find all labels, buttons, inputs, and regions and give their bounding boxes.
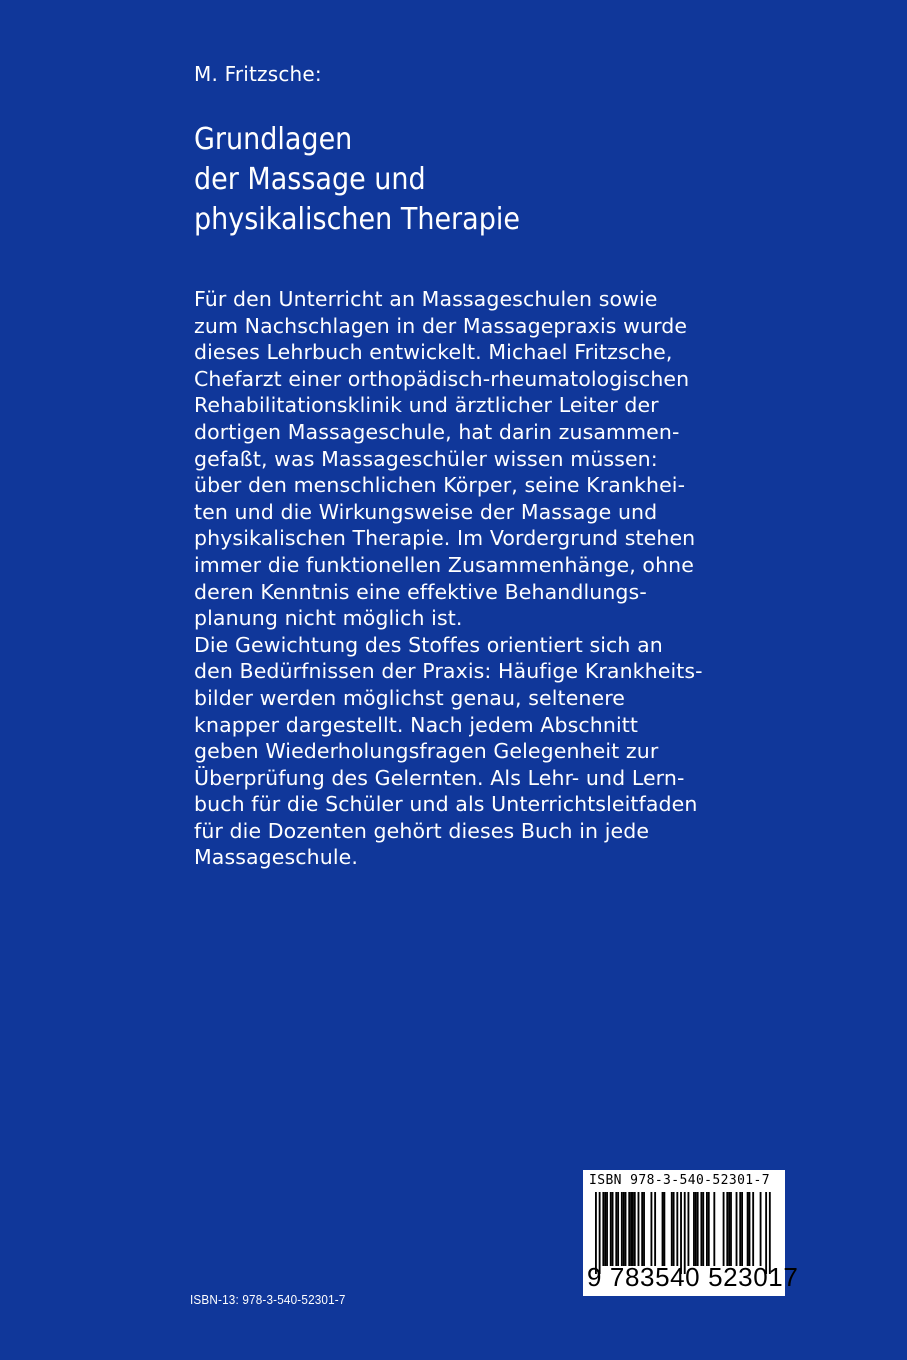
title-line-2: der Massage und xyxy=(194,162,426,197)
blurb-line: zum Nachschlagen in der Massagepraxis wurde xyxy=(194,313,688,338)
isbn-13-label: ISBN-13: 978-3-540-52301-7 xyxy=(190,1292,346,1307)
barcode-bar xyxy=(728,1192,730,1266)
barcode-bar xyxy=(702,1192,704,1266)
barcode-bar xyxy=(621,1192,623,1266)
barcode-bar xyxy=(693,1192,695,1266)
barcode-bar xyxy=(741,1192,743,1266)
barcode-bar xyxy=(713,1192,715,1266)
blurb-line: gefaßt, was Massageschüler wissen müssen: xyxy=(194,446,658,471)
barcode-bar xyxy=(632,1192,634,1266)
barcode-bar xyxy=(752,1192,754,1266)
blurb-line: deren Kenntnis eine effektive Behandlungs- xyxy=(194,579,647,604)
blurb-line: Massageschule. xyxy=(194,845,358,870)
barcode-bar xyxy=(700,1192,702,1266)
title-line-1: Grundlagen xyxy=(194,122,353,157)
barcode-bar xyxy=(739,1192,741,1266)
blurb-line: Für den Unterricht an Massageschulen sowie xyxy=(194,287,658,311)
blurb-line: geben Wiederholungsfragen Gelegenheit zur xyxy=(194,739,659,764)
barcode-bar xyxy=(643,1192,645,1266)
barcode-bar xyxy=(723,1192,725,1266)
barcode-bar xyxy=(736,1192,738,1266)
blurb-line: physikalischen Therapie. Im Vordergrund stehen xyxy=(194,526,696,551)
barcode-bar xyxy=(602,1192,604,1266)
blurb-line: Rehabilitationsklinik und ärztlicher Leiter der xyxy=(194,393,659,418)
barcode-bar xyxy=(688,1192,690,1266)
barcode-bar xyxy=(706,1192,708,1266)
barcode-bar xyxy=(708,1192,710,1266)
barcode-bar xyxy=(617,1192,619,1266)
blurb-line: Überprüfung des Gelernten. Als Lehr- und Lern- xyxy=(194,765,685,790)
barcode-bar xyxy=(747,1192,749,1266)
barcode-bar xyxy=(662,1192,664,1266)
blurb-line: immer die funktionellen Zusammenhänge, ohne xyxy=(194,552,694,577)
barcode-bar xyxy=(673,1192,675,1266)
blurb-line: knapper dargestellt. Nach jedem Abschnitt xyxy=(194,712,639,737)
barcode-digits: 9 783540 523017 xyxy=(587,1262,799,1292)
book-description xyxy=(194,286,754,871)
barcode-bar xyxy=(749,1192,751,1266)
barcode-bar xyxy=(760,1192,762,1266)
blurb-line: planung nicht möglich ist. xyxy=(194,606,463,631)
barcode-bar xyxy=(630,1192,632,1266)
barcode-bar xyxy=(671,1192,673,1266)
barcode xyxy=(583,1170,799,1296)
blurb-line: dieses Lehrbuch entwickelt. Michael Fritzsche, xyxy=(194,340,673,365)
barcode-bar xyxy=(610,1192,612,1266)
blurb-line: über den menschlichen Körper, seine Krankhei- xyxy=(194,473,686,498)
barcode-bar xyxy=(623,1192,625,1266)
barcode-bar xyxy=(676,1192,678,1266)
blurb-line: dortigen Massageschule, hat darin zusammen- xyxy=(194,419,680,444)
blurb-line: buch für die Schüler und als Unterrichtsleitfaden xyxy=(194,792,698,817)
barcode-bar xyxy=(625,1192,627,1266)
blurb-line: den Bedürfnissen der Praxis: Häufige Krankheits- xyxy=(194,659,703,684)
barcode-bar xyxy=(730,1192,732,1266)
barcode-bar xyxy=(612,1192,614,1266)
barcode-bar xyxy=(651,1192,653,1266)
barcode-bar xyxy=(638,1192,640,1266)
title-line-3: physikalischen Therapie xyxy=(194,202,520,237)
barcode-bar xyxy=(663,1192,665,1266)
book-title xyxy=(194,120,520,240)
barcode-bar xyxy=(634,1192,636,1266)
blurb-line: bilder werden möglichst genau, seltenere xyxy=(194,685,626,710)
barcode-bar xyxy=(628,1192,630,1266)
blurb-line: ten und die Wirkungsweise der Massage und xyxy=(194,499,658,524)
barcode-bar xyxy=(606,1192,608,1266)
barcode-bar xyxy=(695,1192,697,1266)
blurb-line: Die Gewichtung des Stoffes orientiert sich an xyxy=(194,632,663,657)
barcode-bar xyxy=(697,1192,699,1266)
barcode-bar xyxy=(654,1192,656,1266)
barcode-bar xyxy=(641,1192,643,1266)
barcode-bar xyxy=(604,1192,606,1266)
barcode-bar xyxy=(615,1192,617,1266)
author-name: M. Fritzsche: xyxy=(194,62,322,86)
barcode-bar xyxy=(726,1192,728,1266)
blurb-line: für die Dozenten gehört dieses Buch in jede xyxy=(194,818,650,843)
barcode-isbn-text: ISBN 978-3-540-52301-7 xyxy=(589,1173,770,1188)
blurb-line: Chefarzt einer orthopädisch-rheumatologischen xyxy=(194,366,690,391)
